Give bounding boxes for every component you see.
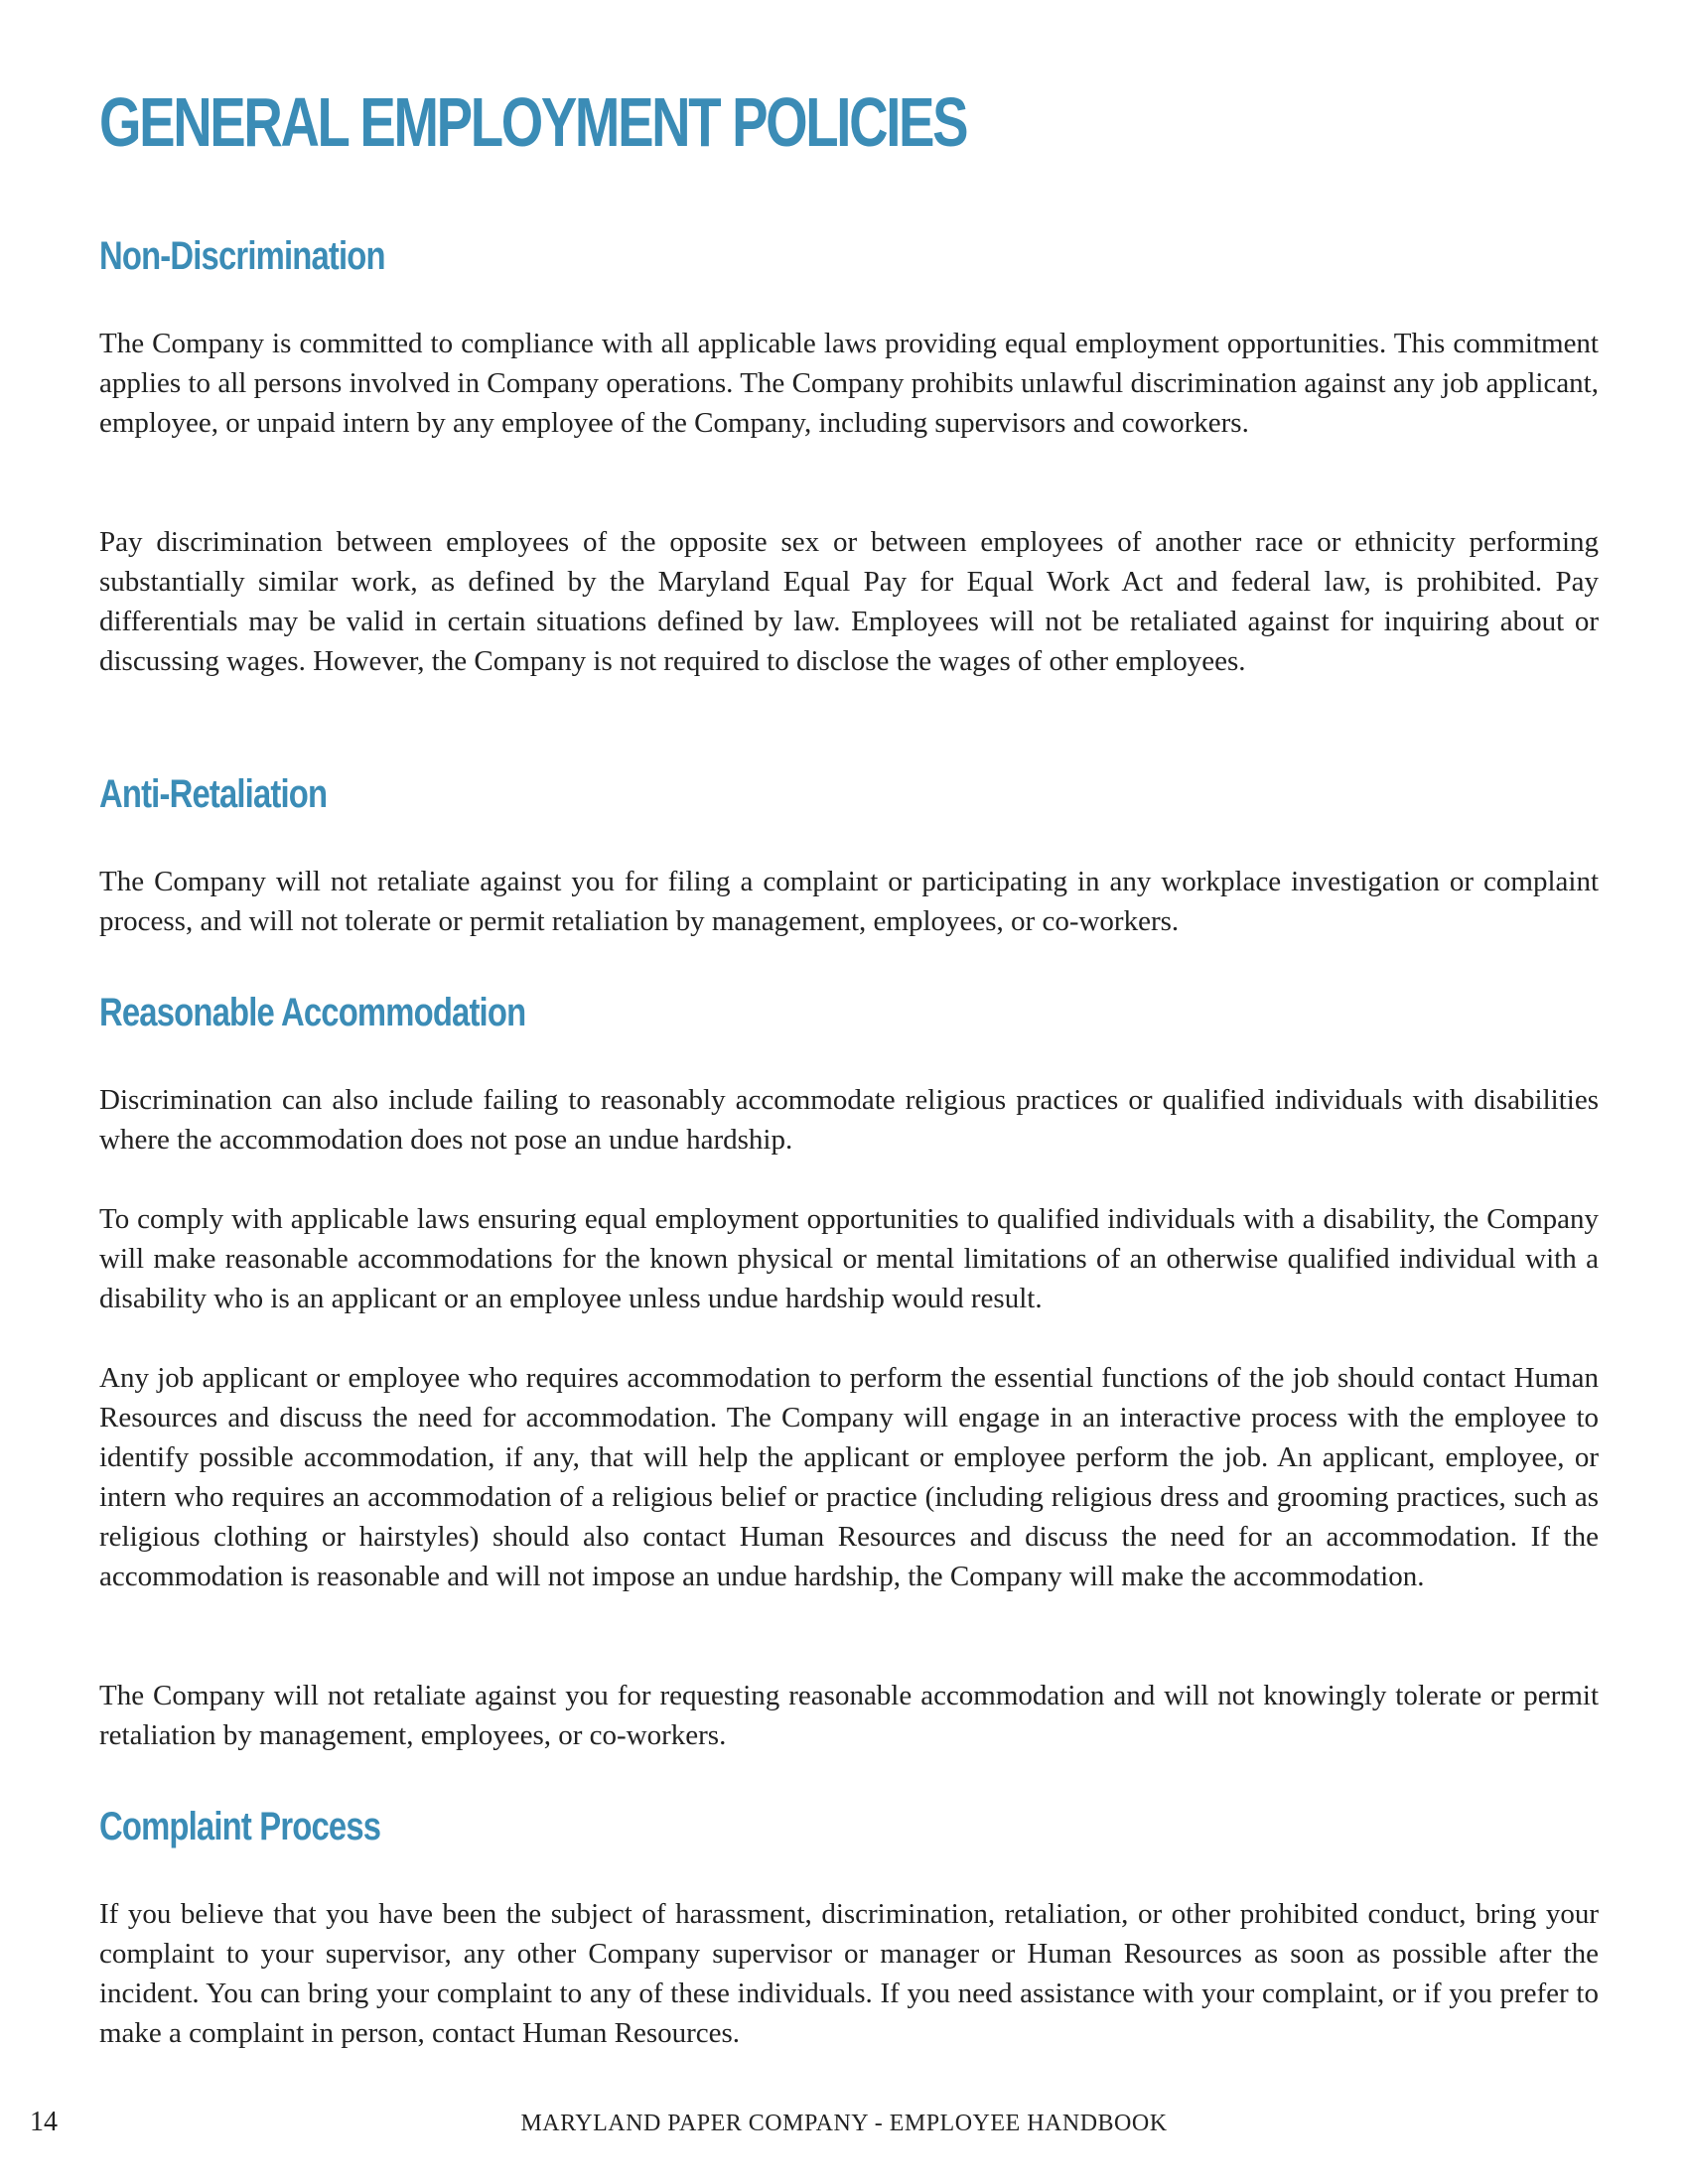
paragraph: To comply with applicable laws ensuring equal employment opportunities to qualified individuals with a disability, the Company will make reasonable accommodations for the known physical or mental limitations of an otherwise qualified individual with a disability who is an applicant or an employee unless undue hardship would result.	[99, 1203, 1599, 1314]
paragraph: Any job applicant or employee who requires accommodation to perform the essential functions of the job should contact Human Resources and discuss the need for accommodation. The Company will engage in an interactive process with the employee to identify possible accommodation, if any, that will help the applicant or employee perform the job. An applicant, employee, or intern who requires an accommodation of a religious belief or practice (including religious dress and grooming practices, such as religious clothing or hairstyles) should also contact Human Resources and discuss the need for an accommodation. If the accommodation is reasonable and will not impose an undue hardship, the Company will make the accommodation.	[99, 1362, 1599, 1592]
paragraph: Discrimination can also include failing to reasonably accommodate religious practices or qualified individuals with disabilities where the accommodation does not pose an undue hardship.	[99, 1084, 1599, 1156]
section-heading-anti-retaliation: Anti-Retaliation	[99, 772, 328, 816]
page-number: 14	[30, 2107, 58, 2137]
paragraph: The Company will not retaliate against you for requesting reasonable accommodation and will not knowingly tolerate or permit retaliation by management, employees, or co-workers.	[99, 1680, 1599, 1751]
paragraph: If you believe that you have been the subject of harassment, discrimination, retaliation, or other prohibited conduct, bring your complaint to your supervisor, any other Company supervisor or manager or Human Resources as soon as possible after the incident. You can bring your complaint to any of these individuals. If you need assistance with your complaint, or if you prefer to make a complaint in person, contact Human Resources.	[99, 1898, 1599, 2049]
section-heading-reasonable-accommodation: Reasonable Accommodation	[99, 991, 526, 1034]
paragraph: Pay discrimination between employees of the opposite sex or between employees of another race or ethnicity performing substantially similar work, as defined by the Maryland Equal Pay for Equal Work Act and federal law, is prohibited. Pay differentials may be valid in certain situations defined by law. Employees will not be retaliated against for inquiring about or discussing wages. However, the Company is not required to disclose the wages of other employees.	[99, 526, 1599, 677]
paragraph: The Company is committed to compliance with all applicable laws providing equal employment opportunities. This commitment applies to all persons involved in Company operations. The Company prohibits unlawful discrimination against any job applicant, employee, or unpaid intern by any employee of the Company, including supervisors and coworkers.	[99, 328, 1599, 439]
section-heading-complaint-process: Complaint Process	[99, 1805, 381, 1848]
paragraph: The Company will not retaliate against you for filing a complaint or participating in any workplace investigation or complaint process, and will not tolerate or permit retaliation by management, employees, or co-workers.	[99, 866, 1599, 937]
page-title: GENERAL EMPLOYMENT POLICIES	[99, 83, 967, 161]
footer-title: MARYLAND PAPER COMPANY - EMPLOYEE HANDBOOK	[520, 2111, 1168, 2136]
section-heading-non-discrimination: Non-Discrimination	[99, 234, 385, 278]
